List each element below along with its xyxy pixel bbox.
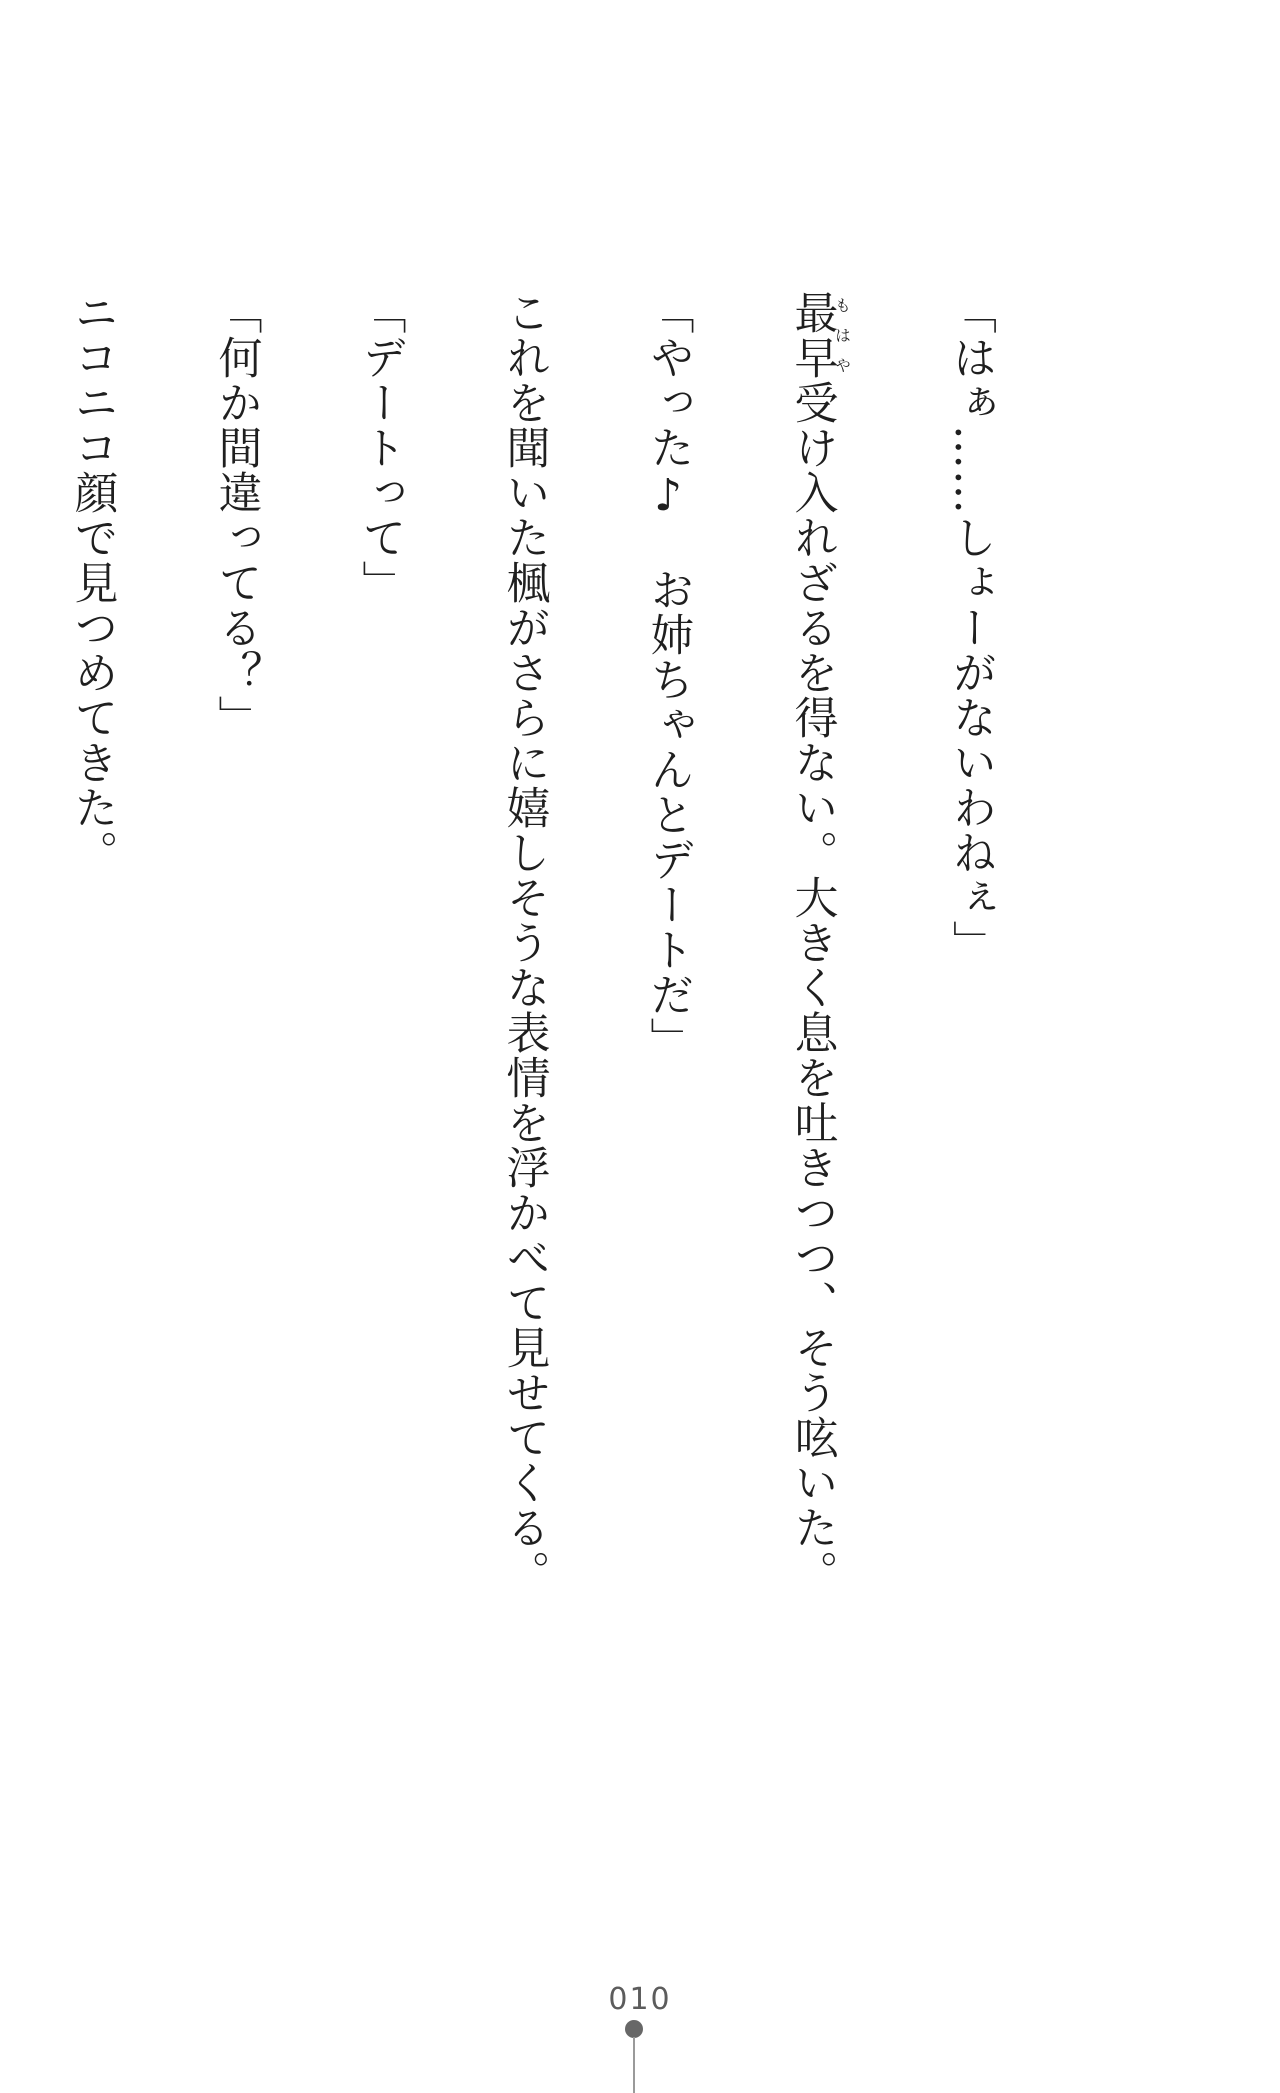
text-line-1: 「はぁ……しょーがないわねぇ」 (945, 290, 996, 965)
text-line-5: 「デートって」 (354, 290, 406, 605)
page-marker-line (633, 2037, 635, 2093)
text-line-2: 最早もはや受け入れざるを得ない。大きく息を吐きつつ、そう呟いた。 (786, 290, 852, 1595)
vertical-text-body (66, 290, 1090, 1790)
text-line-6: 「何か間違ってる？」 (210, 290, 262, 740)
text-line-4: これを聞いた楓がさらに嬉しそうな表情を浮かべて見せてくる。 (498, 290, 550, 1595)
text-line-7: ニコニコ顔で見つめてきた。 (66, 290, 118, 875)
text-line-3: 「やった♪ お姉ちゃんとデートだ」 (642, 290, 694, 1062)
page-marker-dot (625, 2020, 643, 2038)
page-number: 010 (608, 1982, 672, 2017)
ruby-text: 最早もはや (786, 290, 852, 380)
